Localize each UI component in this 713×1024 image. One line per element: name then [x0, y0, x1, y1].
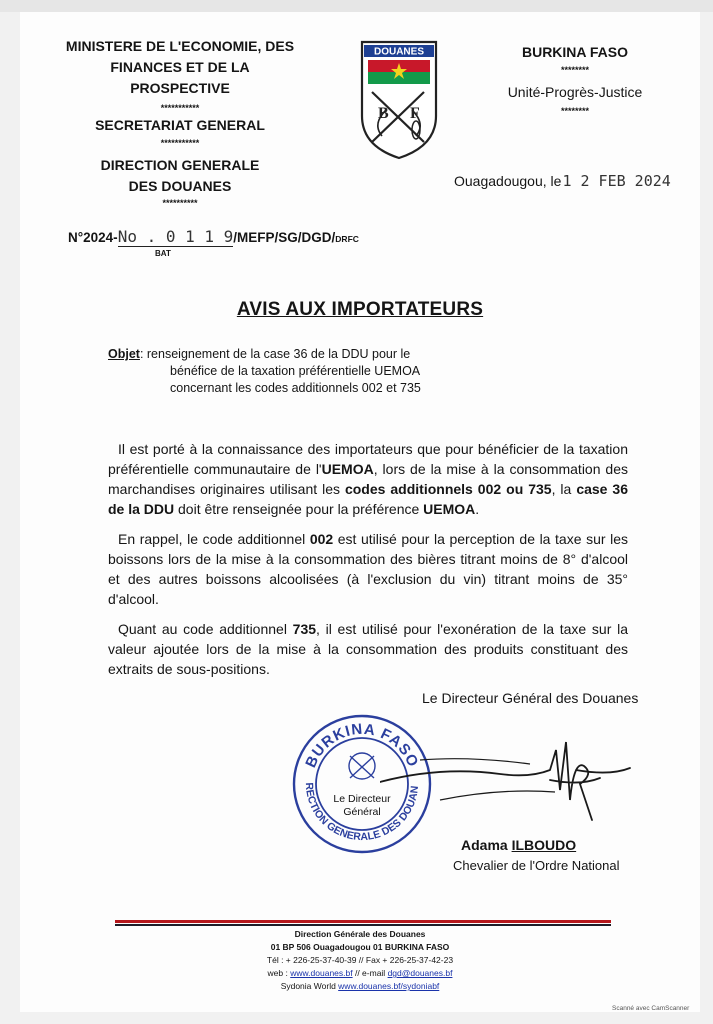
text-run: est utilisé pour la perception de la taxe sur les boissons lors de la mise à la consommation des bières titrant moins de 8° d'alcool et des autres boissons alcoolisées (à l'exclusion du vin) titrant moins de 35° d'alcool. — [108, 531, 629, 607]
email-label: // e-mail — [352, 968, 388, 978]
reference-suffix: /MEFP/SG/DGD/ — [233, 230, 336, 245]
document-title: AVIS AUX IMPORTATEURS — [236, 299, 484, 320]
reference-prefix: N°2024- — [68, 230, 118, 245]
sydonia-link[interactable]: www.douanes.bf/sydoniabf — [338, 981, 440, 991]
text-run-bold: case 36 de la DDU — [108, 481, 628, 517]
objet-block — [108, 346, 488, 397]
scanner-watermark: Scanné avec CamScanner — [612, 1005, 690, 1012]
place-date — [454, 172, 694, 190]
footer-rule-red — [115, 920, 611, 923]
text-run: doit être renseignée pour la préférence — [174, 501, 424, 517]
body-text — [108, 439, 628, 689]
website-link[interactable]: www.douanes.bf — [290, 968, 353, 978]
signatory-title: Le Directeur Général des Douanes — [422, 690, 639, 706]
reference-number — [68, 227, 398, 247]
sydonia-label: Sydonia World — [280, 981, 339, 991]
stamp-bottom-text: RECTION GENERALE DES DOUAN — [302, 782, 422, 844]
signatory-distinction: Chevalier de l'Ordre National — [453, 858, 620, 873]
objet-line-3: concernant les codes additionnels 002 et 735 — [170, 381, 421, 395]
reference-handwritten-number: No . 0 1 1 9 — [117, 227, 234, 246]
text-run: , lors de la mise à la consommation des marchandises originaires utilisant les — [108, 461, 629, 497]
text-run: Il est porté à la connaissance des importateurs que pour bénéficier de la taxation préférentielle communautaire de l' — [108, 441, 628, 477]
direction-generale-line-1: DIRECTION GENERALE — [100, 157, 260, 173]
logo-letter-b: B — [378, 105, 389, 122]
date-stamp: 1 2 FEB 2024 — [562, 172, 671, 190]
stamp-center-line-1: Le Directeur — [333, 793, 391, 805]
reference-suffix-small: DRFC — [335, 234, 359, 244]
stars-separator: *********** — [160, 138, 200, 148]
top-strip — [0, 0, 713, 12]
document-page — [20, 12, 700, 1012]
national-motto: Unité-Progrès-Justice — [507, 84, 643, 100]
left-header — [60, 36, 300, 209]
footer — [170, 928, 550, 993]
reference-sub: BAT — [155, 249, 171, 258]
text-run: , la — [551, 481, 577, 497]
signatory-last-name: ILBOUDO — [511, 837, 577, 853]
footer-line-1: Direction Générale des Douanes — [294, 929, 426, 939]
customs-logo — [358, 38, 440, 162]
text-run-bold: codes additionnels 002 ou 735 — [344, 481, 552, 497]
footer-line-5 — [170, 980, 550, 993]
direction-generale-line-2: DES DOUANES — [128, 178, 232, 194]
objet-label: Objet — [108, 347, 140, 361]
objet-line-2: bénéfice de la taxation préférentielle UEMOA — [170, 364, 421, 378]
paragraph-1 — [108, 439, 628, 519]
stars-separator: ********** — [162, 198, 198, 208]
footer-line-2: 01 BP 506 Ouagadougou 01 BURKINA FASO — [270, 942, 450, 952]
email-link[interactable]: dgd@douanes.bf — [387, 968, 453, 978]
text-run-bold: UEMOA — [423, 501, 476, 517]
signature-scribble-icon — [380, 730, 640, 830]
signatory-first-name: Adama — [461, 837, 512, 853]
text-run-bold: 002 — [309, 531, 334, 547]
stars-separator: ******** — [560, 106, 590, 116]
logo-banner-text: DOUANES — [373, 46, 425, 58]
paragraph-2 — [108, 529, 628, 609]
text-run: , il est utilisé pour l'exonération de la taxe sur la valeur ajoutée lors de la mise à la consommation des produits constituant des extraits de sous-positions. — [108, 621, 628, 677]
text-run-bold: 735 — [292, 621, 317, 637]
stamp-top-text: BURKINA FASO — [302, 720, 422, 771]
logo-letter-f: F — [410, 105, 420, 122]
stars-separator: ******** — [560, 65, 590, 75]
signatory-name — [461, 837, 681, 853]
text-run: En rappel, le code additionnel — [118, 531, 310, 547]
ministry-line-2: FINANCES ET DE LA PROSPECTIVE — [110, 59, 250, 96]
text-run: . — [475, 501, 480, 517]
place-date-prefix: Ouagadougou, le — [454, 173, 562, 189]
stars-separator: *********** — [160, 103, 200, 113]
footer-rule-dark — [115, 924, 611, 926]
web-label: web : — [267, 968, 291, 978]
right-header — [490, 42, 660, 117]
footer-line-3: Tél : + 226-25-37-40-39 // Fax + 226-25-37-42-23 — [266, 955, 454, 965]
customs-shield-icon — [358, 38, 440, 162]
text-run: Quant au code additionnel — [118, 621, 293, 637]
stamp-center-line-2: Général — [343, 806, 381, 818]
paragraph-3 — [108, 619, 628, 679]
secretariat-general: SECRETARIAT GENERAL — [95, 117, 265, 133]
country-name: BURKINA FASO — [521, 44, 629, 60]
ministry-line-1: MINISTERE DE L'ECONOMIE, DES — [65, 38, 295, 54]
handwritten-signature — [380, 730, 640, 830]
text-run-bold: UEMOA — [321, 461, 374, 477]
footer-line-4 — [170, 967, 550, 980]
objet-line-1: : renseignement de la case 36 de la DDU pour le — [139, 347, 411, 361]
